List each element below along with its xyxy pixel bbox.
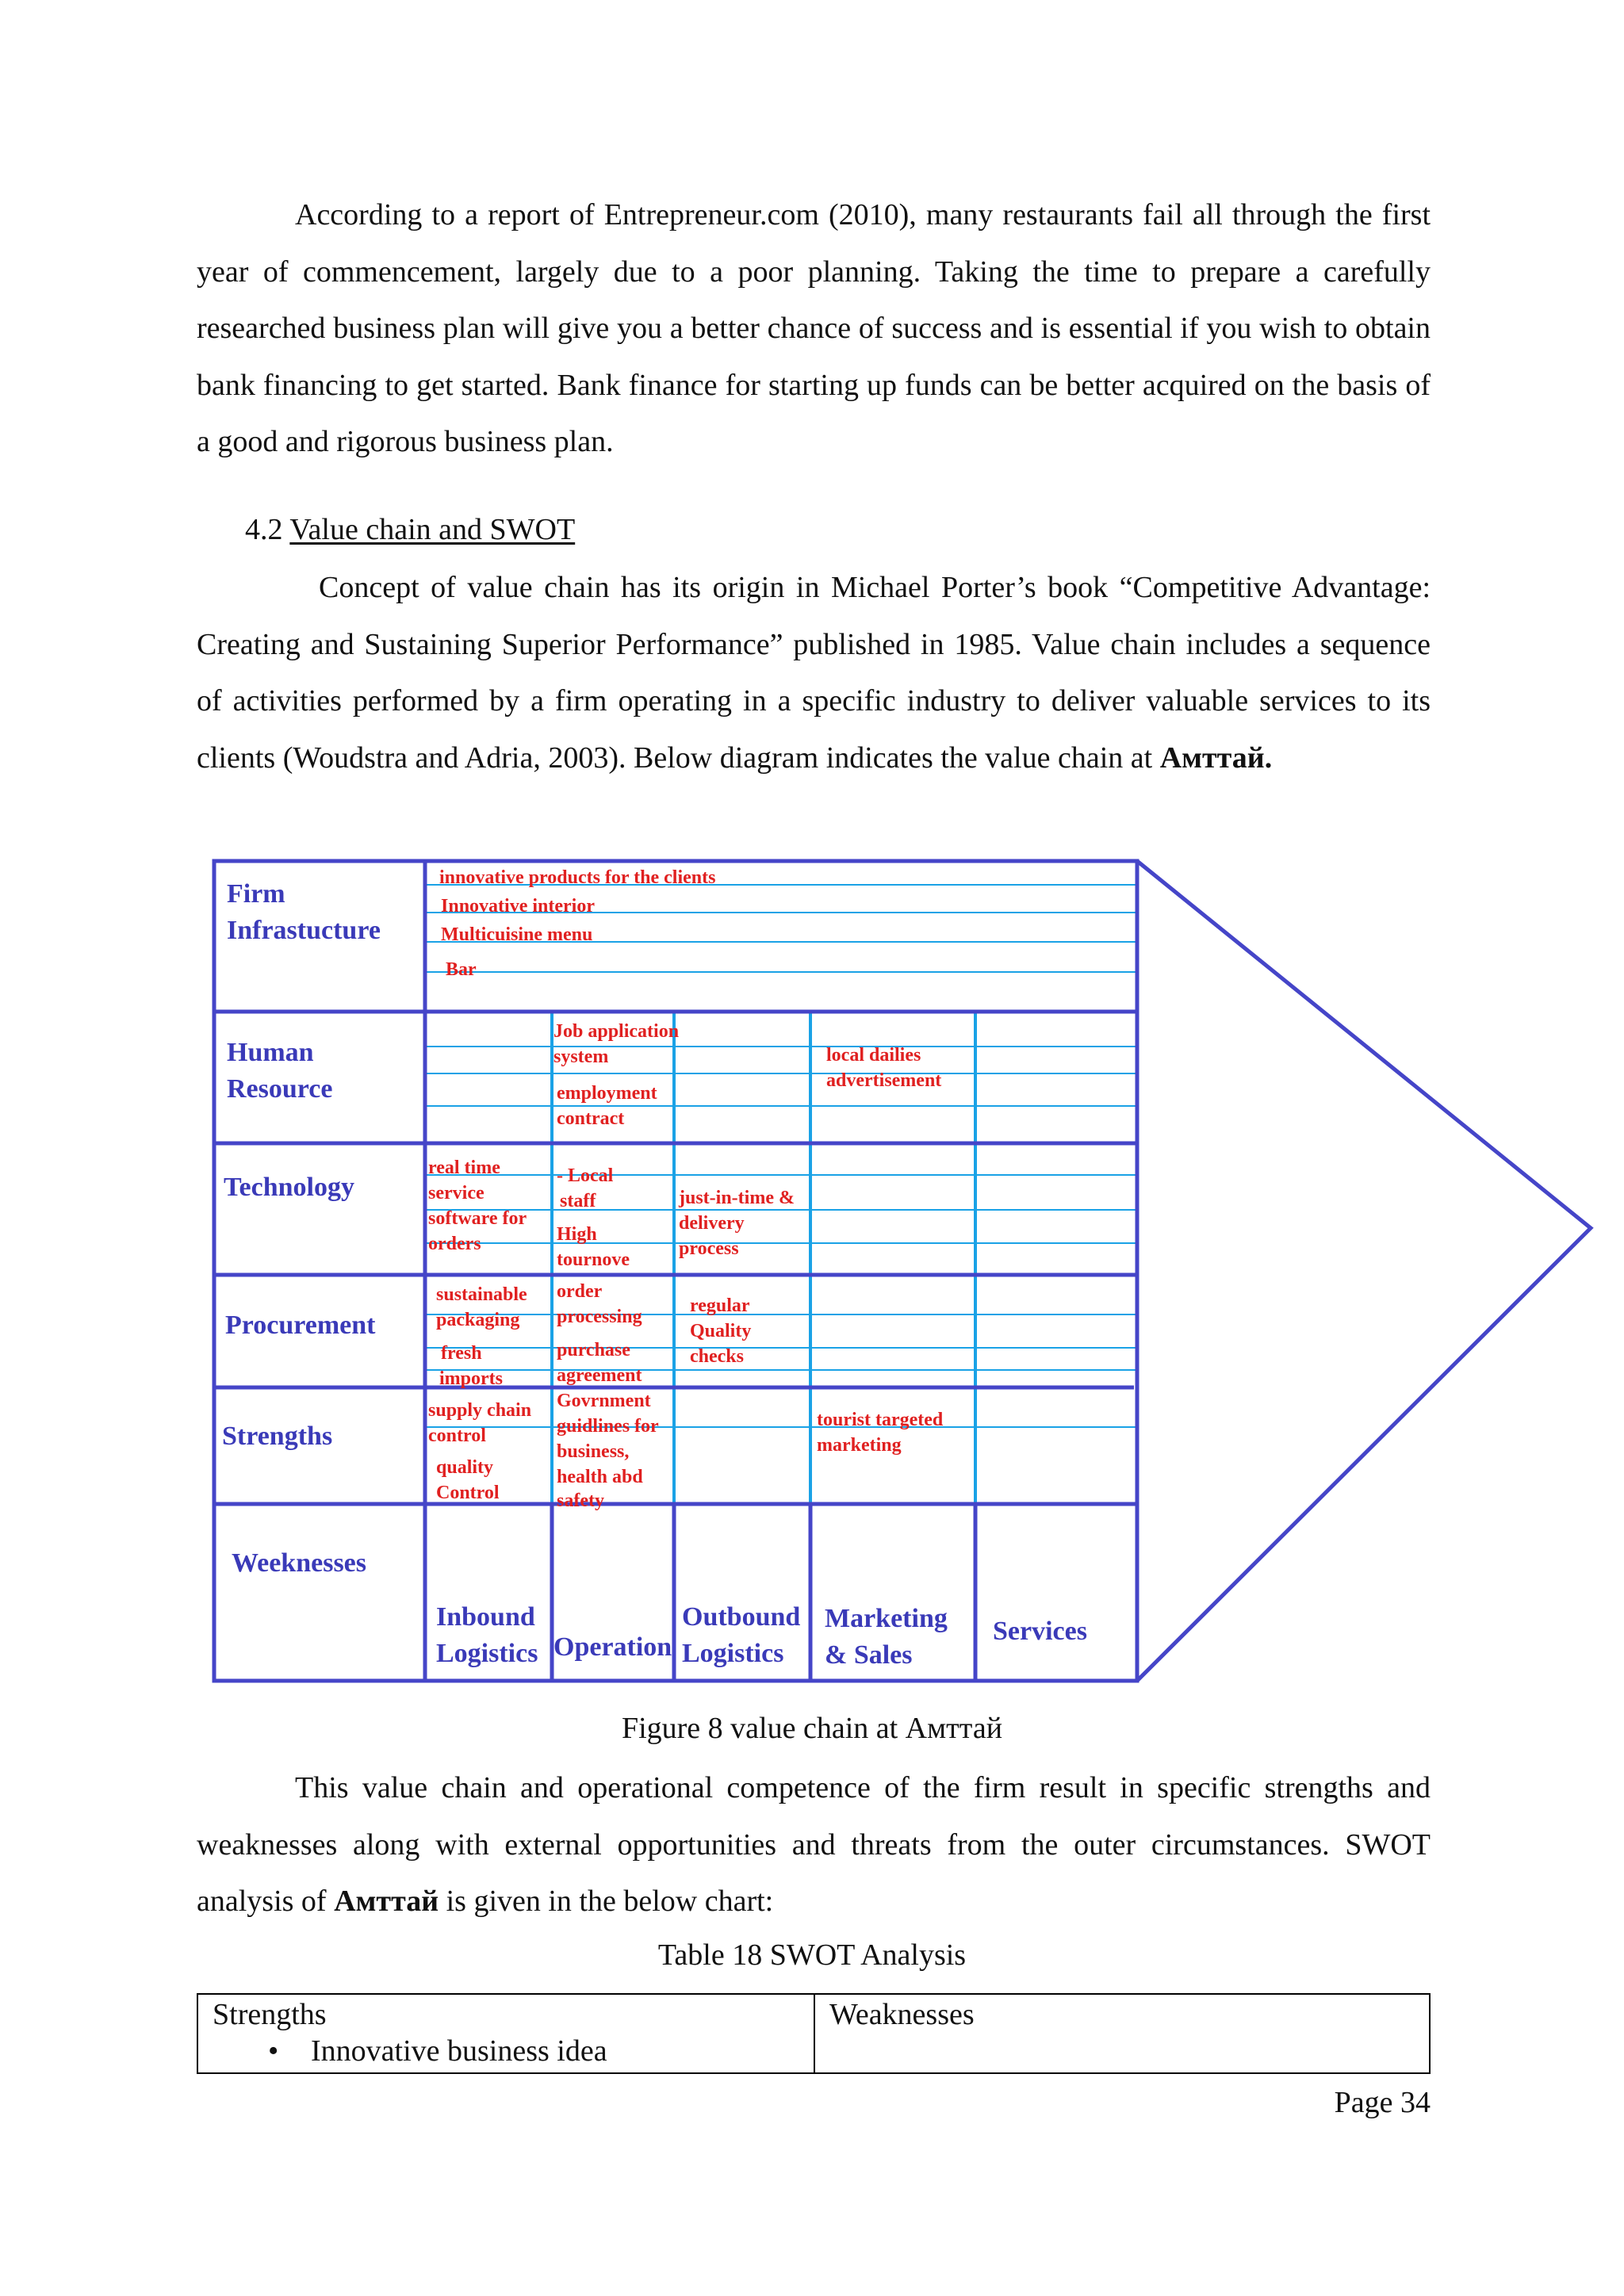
figure-caption: Figure 8 value chain at Амттай bbox=[621, 1712, 1003, 1745]
note-proc-in-3: fresh bbox=[441, 1343, 482, 1364]
note-proc-out-2: Quality bbox=[690, 1321, 752, 1341]
note-proc-op-3: purchase bbox=[557, 1340, 630, 1360]
note-tech-out-1: just-in-time & bbox=[679, 1188, 795, 1208]
section-number: 4.2 bbox=[245, 513, 283, 546]
row-label-technology: Technology bbox=[224, 1173, 355, 1202]
note-firm-3: Multicuisine menu bbox=[441, 924, 593, 945]
note-proc-in-1: sustainable bbox=[436, 1284, 527, 1305]
note-str-mkt-1: tourist targeted bbox=[817, 1410, 944, 1430]
note-tech-in-3: software for bbox=[428, 1208, 527, 1229]
note-tech-op-3: High bbox=[557, 1224, 597, 1245]
note-proc-op-2: processing bbox=[557, 1307, 642, 1327]
note-firm-1: innovative products for the clients bbox=[439, 867, 716, 888]
note-hr-op-4: contract bbox=[557, 1108, 625, 1129]
section-title: Value chain and SWOT bbox=[289, 513, 576, 546]
diagram-grid bbox=[214, 861, 1591, 1681]
note-tech-out-2: delivery bbox=[679, 1213, 745, 1234]
note-str-in-1: supply chain bbox=[428, 1400, 532, 1421]
swot-weaknesses-header: Weaknesses bbox=[829, 1998, 975, 2031]
column-label-services: Services bbox=[993, 1617, 1087, 1646]
note-tech-op-1: - Local bbox=[557, 1165, 614, 1186]
value-chain-diagram bbox=[206, 856, 1602, 1697]
swot-strengths-cell bbox=[198, 1995, 814, 2072]
swot-strengths-header: Strengths bbox=[213, 1998, 327, 2031]
bullet-icon: • bbox=[268, 2034, 279, 2068]
paragraph-intro: According to a report of Entrepreneur.com (2010), many restaurants fail all through the first year of commencement, largely due to a poor planning. Taking the time to prepare a carefully researched business plan will give you a better chance of success and is essential if you wish to obtain bank financing to get started. Bank finance for starting up funds can be better acquired on the basis of a good and rigorous business plan. bbox=[197, 198, 1431, 458]
company-name: Амттай. bbox=[1159, 740, 1273, 775]
table-caption: Table 18 SWOT Analysis bbox=[657, 1938, 967, 1972]
note-proc-op-4: agreement bbox=[557, 1365, 642, 1386]
column-label-outbound-2: Logistics bbox=[682, 1639, 784, 1668]
note-proc-op-1: order bbox=[557, 1281, 603, 1302]
note-str-in-3: quality bbox=[436, 1457, 494, 1478]
note-firm-4: Bar bbox=[446, 959, 477, 980]
column-label-marketing-2: & Sales bbox=[825, 1640, 913, 1670]
row-label-firm-1: Firm bbox=[227, 879, 285, 909]
note-tech-in-1: real time bbox=[428, 1158, 500, 1178]
note-str-mkt-2: marketing bbox=[817, 1435, 902, 1456]
note-str-op-3: business, bbox=[557, 1441, 630, 1462]
note-hr-mkt-2: advertisement bbox=[826, 1070, 942, 1091]
note-hr-op-2: system bbox=[553, 1047, 609, 1067]
note-str-op-4: health abd bbox=[557, 1467, 643, 1487]
note-proc-out-3: checks bbox=[690, 1346, 744, 1367]
column-label-marketing-1: Marketing bbox=[825, 1604, 948, 1633]
note-proc-in-4: imports bbox=[439, 1368, 503, 1389]
company-name-swot: Амттай bbox=[334, 1885, 439, 1918]
row-label-procurement: Procurement bbox=[225, 1311, 376, 1340]
note-hr-op-1: Job application bbox=[553, 1021, 680, 1042]
swot-weaknesses-cell bbox=[814, 1995, 1429, 2072]
row-label-weaknesses: Weeknesses bbox=[232, 1548, 366, 1578]
note-str-op-1: Govrnment bbox=[557, 1391, 651, 1411]
note-tech-op-2: staff bbox=[560, 1191, 596, 1211]
note-tech-in-4: orders bbox=[428, 1234, 481, 1254]
note-hr-op-3: employment bbox=[557, 1083, 657, 1104]
paragraph-swot-intro: This value chain and operational competence of the firm result in specific strengths and weaknesses along with external opportunities and threats from the outer circumstances. SWOT analysis of Амттай is given in the below chart: bbox=[197, 1771, 1431, 1918]
note-proc-out-1: regular bbox=[690, 1295, 750, 1316]
section-heading bbox=[245, 506, 575, 553]
row-label-hr-2: Resource bbox=[227, 1074, 333, 1104]
column-label-inbound-1: Inbound bbox=[436, 1602, 535, 1632]
note-tech-op-4: tournove bbox=[557, 1249, 630, 1270]
row-label-firm-2: Infrastucture bbox=[227, 916, 381, 945]
note-proc-in-2: packaging bbox=[436, 1310, 520, 1330]
swot-strength-text: Innovative business idea bbox=[311, 2034, 607, 2068]
note-tech-in-2: service bbox=[428, 1183, 485, 1203]
note-str-op-2: guidlines for bbox=[557, 1416, 659, 1437]
note-str-op-5: safety bbox=[557, 1490, 604, 1511]
note-hr-mkt-1: local dailies bbox=[826, 1045, 921, 1066]
paragraph-value-chain: Concept of value chain has its origin in Michael Porter’s book “Competitive Advantage: Creating and Sustaining Superior Performance” published in 1985. Value chain includes a sequence of activities performed by a firm operating in a specific industry to deliver valuable services to its clients (Woudstra and Adria, 2003). Below diagram indicates the value chain at Амттай. bbox=[197, 571, 1431, 775]
row-label-strengths: Strengths bbox=[222, 1422, 333, 1451]
page-number: Page 34 bbox=[1334, 2086, 1431, 2119]
note-firm-2: Innovative interior bbox=[441, 896, 595, 916]
note-tech-out-3: process bbox=[679, 1238, 739, 1259]
note-str-in-4: Control bbox=[436, 1483, 500, 1503]
swot-strength-item bbox=[213, 2033, 799, 2069]
column-label-inbound-2: Logistics bbox=[436, 1639, 538, 1668]
note-str-in-2: control bbox=[428, 1425, 486, 1446]
row-label-hr-1: Human bbox=[227, 1038, 314, 1067]
swot-table bbox=[197, 1993, 1431, 2074]
column-label-outbound-1: Outbound bbox=[682, 1602, 801, 1632]
column-label-operation: Operation bbox=[553, 1632, 672, 1662]
